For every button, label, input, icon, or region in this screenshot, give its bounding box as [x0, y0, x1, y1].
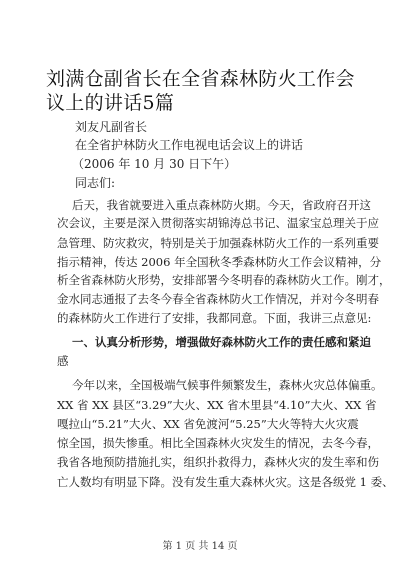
paragraph-line: 析全省森林防火形势，安排部署今冬明春的森林防火工作。刚才， [57, 273, 391, 287]
paragraph-line: 急管理、防灾救灾，特别是关于加强森林防火工作的一系列重要 [57, 236, 379, 250]
paragraph-line: 我省各地预防措施扎实，组织扑救得力，森林火灾的发生率和伤 [57, 455, 379, 469]
section-heading-continuation: 感 [57, 354, 69, 368]
paragraph-line: 亡人数均有明显下降。没有发生重大森林火灾。这是各级党 1 委、 [57, 475, 394, 489]
paragraph-line: 次会议，主要是深入贯彻落实胡锦涛总书记、温家宝总理关于应 [57, 216, 379, 230]
author-line: 刘友凡副省长 [75, 120, 148, 134]
paragraph-line: 金水同志通报了去冬今春全省森林防火工作情况，并对今冬明春 [57, 292, 379, 306]
paragraph-line: 惊全国，损失惨重。相比全国森林火灾发生的情况，去冬今春， [57, 436, 379, 450]
document-title: 刘满仓副省长在全省森林防火工作会议上的讲话5篇 [46, 68, 355, 114]
paragraph-line: XX 省 XX 县区“3.29”大火、XX 省木里县“4.10”大火、XX 省 [57, 398, 377, 412]
event-line: 在全省护林防火工作电视电话会议上的讲话 [75, 138, 304, 152]
paragraph-line: 嘎拉山“5.21”大火、XX 省免渡河“5.25”大火等特大火灾震 [57, 417, 359, 431]
greeting: 同志们: [75, 176, 116, 190]
date-line: （2006 年 10 月 30 日下午） [72, 157, 237, 171]
page-footer: 第 1 页 共 14 页 [162, 541, 238, 552]
paragraph-line: 指示精神，传达 2006 年全国秋冬季森林防火工作会议精神，分 [57, 255, 382, 269]
paragraph-line: 后天，我省就要进入重点森林防火期。今天，省政府召开这 [72, 198, 371, 212]
paragraph-line: 的森林防火工作进行了安排，我都同意。下面，我讲三点意见: [57, 311, 372, 325]
paragraph-line: 今年以来，全国极端气候事件频繁发生，森林火灾总体偏重。 [72, 378, 383, 392]
section-heading: 一、认真分析形势，增强做好森林防火工作的责任感和紧迫 [72, 335, 371, 349]
